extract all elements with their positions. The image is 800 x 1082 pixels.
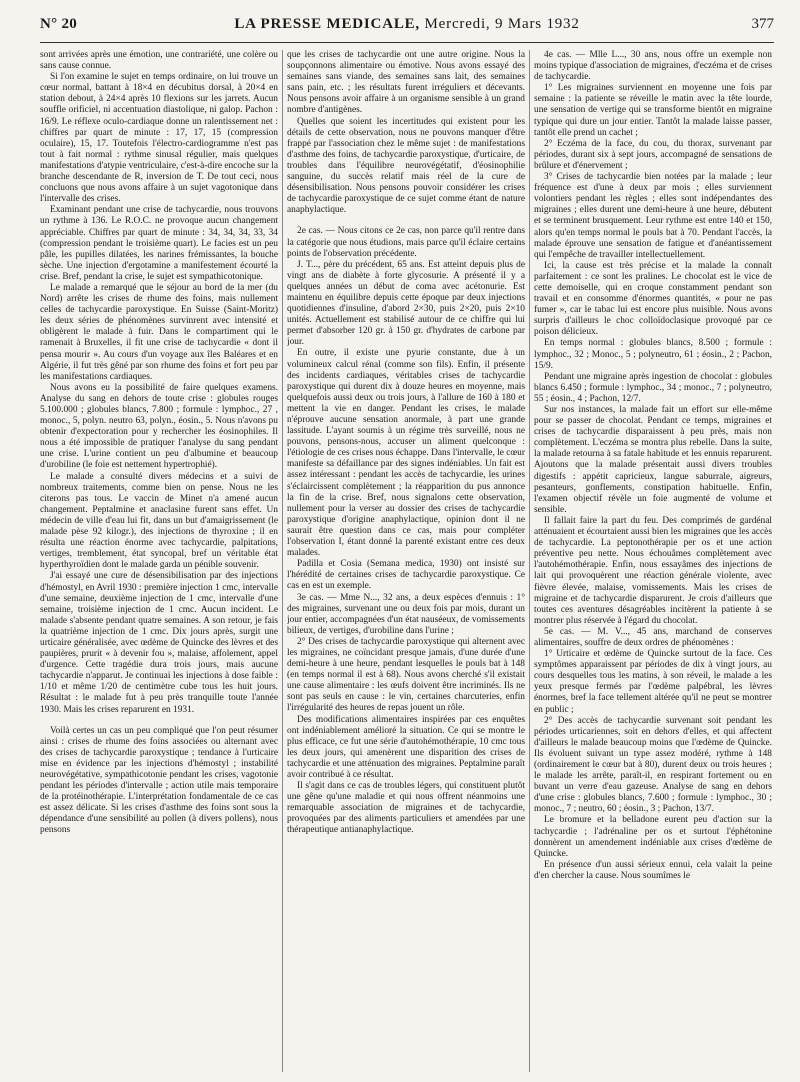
paragraph: Des modifications alimentaires inspirées par ces enquêtes ont indéniablement amélioré la situation. Ce qui se montre le plus efficace, ce fut une série d'autohémothérapie, 10 cmc tous les deux jours, qui amenèrent une disparition des crises de tachycardie et une atténuation des migraines. Peptalmine paraît avoir contribué à ce résultat.	[287, 714, 525, 780]
paragraph: Le bromure et la belladone eurent peu d'action sur la tachycardie ; l'adrénaline per os et surtout l'éphétonine donnèrent un amendement indéniable aux crises d'œdème de Quincke.	[534, 815, 772, 859]
paragraph: J. T..., père du précédent, 65 ans. Est atteint depuis plus de vingt ans de diabète à forte glycosurie. A présenté il y a quelques années un début de coma avec acétonurie. Est maintenu en équilibre depuis cette époque par deux injections quotidiennes d'insuline, d'abord 2×30, puis 2×20, puis 2×10 unités. Actuellement est stabilisé autour de ce chiffre qui lui permet d'absorber 120 gr. à 150 gr. d'hydrates de carbone par jour.	[287, 259, 525, 348]
paragraph: 2e cas. — Nous citons ce 2e cas, non parce qu'il rentre dans la catégorie que nous étudions, mais parce qu'il éclaire certains points de l'observation précédente.	[287, 226, 525, 259]
paragraph: 2° Des crises de tachycardie paroxystique qui alternent avec les migraines, ne coïncidant presque jamais, d'une durée d'une demi-heure à une heure, pendant lesquelles le pouls bat à 148 (en temps normal il est à 68). Nous avons cherché s'il existait une cause alimentaire : les œufs doivent être incriminés. Ils ne sont pas seuls en cause : le vin, certaines charcuteries, enfin l'irrégularité des heures de repas jouent un rôle.	[287, 636, 525, 714]
paragraph: En présence d'un aussi sérieux ennui, cela valait la peine d'en chercher la cause. Nous soumîmes le	[534, 859, 772, 881]
paragraph: Il fallait faire la part du feu. Des comprimés de gardénal atténuaient et écourtaient aussi bien les migraines que les accès de tachycardie. La peptonothérapie per os et une action préventive peu nette. Nous échouâmes complètement avec l'autohémothérapie. Enfin, nous essayâmes des injections de lait qui provoquèrent une réaction générale violente, avec fièvre élevée, malaise, vomissements. Mais les crises de migraine et de tachycardie disparurent. Je crois d'ailleurs que toutes ces aventures désagréables incitèrent la patiente à se montrer plus réservée à l'égard du chocolat.	[534, 515, 772, 626]
column-divider	[282, 50, 283, 1072]
text-column-3	[534, 50, 772, 1072]
paragraph: 3° Crises de tachycardie bien notées par la malade ; leur fréquence est d'une à deux par mois ; elles surviennent volontiers pendant les règles ; elles sont indépendantes des migraines ; elles durent une demi-heure à une heure, débutent et se terminent brusquement. Leur rythme est entre 140 et 150, alors qu'en temps normal le pouls bat à 70. Pendant l'accès, la malade éprouve une sensation de fatigue et d'anéantissement qui l'empêche de travailler intellectuellement.	[534, 172, 772, 260]
paragraph: Si l'on examine le sujet en temps ordinaire, on lui trouve un cœur normal, battant à 18×4 en décubitus dorsal, à 20×4 en station debout, à 24×4 après 10 flexions sur les jarrets. Aucun souffle orificiel, ni accentuation diastolique, ni galop. Pachon : 16/9. Le réflexe oculo-cardiaque donne un ralentissement net : chiffres par quart de minute : 17, 17, 15 (compression oculaire), 15, 17. Toutefois l'électro-cardiogramme n'est pas tout à fait normal : rythme sinusal régulier, mais quelques manifestations d'atypie ventriculaire, c'est-à-dire encoche sur la branche descendante de R, inversion de T. De tout ceci, nous concluons que nous avons affaire à un sujet vagotonique dans l'intervalle des crises.	[40, 72, 278, 205]
issue-date: Mercredi, 9 Mars 1932	[420, 16, 580, 32]
paragraph: sont arrivées après une émotion, une contrariété, une colère ou sans cause connue.	[40, 50, 278, 72]
paragraph: 1° Urticaire et œdème de Quincke surtout de la face. Ces symptômes apparaissent par périodes de dix à vingt jours, au cours desquelles tous les matins, à son réveil, le malade a les yeux presque fermés par l'œdème palpébral, les lèvres énormes, bref la face tellement altérée qu'il ne peut se montrer en public ;	[534, 649, 772, 715]
paragraph: Pendant une migraine après ingestion de chocolat : globules blancs 6.450 ; formule : lymphoc., 34 ; monoc., 7 ; polyneutro, 55 ; éosin., 4 ; Pachon, 12/7.	[534, 371, 772, 404]
paragraph: 3e cas. — Mme N..., 32 ans, a deux espèces d'ennuis : 1° des migraines, survenant une ou deux fois par mois, durant un jour entier, accompagnées d'un état nauséeux, de vomissements bilieux, de vertiges, d'urobiline dans l'urine ;	[287, 592, 525, 636]
column-divider	[529, 50, 530, 1072]
paragraph: Padilla et Cosia (Semana medica, 1930) ont insisté sur l'hérédité de certaines crises de tachycardie paroxystique. Ce cas en est un exemple.	[287, 559, 525, 592]
journal-title: LA PRESSE MEDICALE,	[234, 16, 420, 32]
paragraph: Examinant pendant une crise de tachycardie, nous trouvons un rythme à 136. Le R.O.C. ne provoque aucun changement appréciable. Chiffres par quart de minute : 34, 34, 34, 33, 34 (compression pendant le troisième quart). Le facies est un peu pâle, les pupilles dilatées, les narines frémissantes, la bouche sèche. Une injection d'ergotamine a manifestement écourté la crise. Bref, pendant la crise, le sujet est sympathicotonique.	[40, 205, 278, 282]
paragraph: J'ai essayé une cure de désensibilisation par des injections d'hémostyl, en Avril 1930 : première injection 1 cmc, intervalle d'une semaine, deuxième injection de 1 cmc, intervalle d'une semaine, troisième injection de 1 cmc. Aucun incident. Le malade s'absente pendant quatre semaines. A son retour, je fais la quatrième injection de 1 cmc. Dix jours après, surgit une urticaire généralisée, avec œdème de Quincke des lèvres et des paupières, prurit « à devenir fou », malaise, affolement, appel d'urgence. Cette tragédie dura trois jours, mais aucune tachycardie n'apparut. Je continuai les injections à dose faible : 1/10 et même 1/20 de centimètre cube tous les huit jours. Résultat : le malade fut à peu près tranquille toute l'année 1930. Mais les crises reparurent en 1931.	[40, 571, 278, 715]
paragraph: Sur nos instances, la malade fait un effort sur elle-même pour se passer de chocolat. Pendant ce temps, migraines et crises de tachycardie disparaissent à peu près, mais non complètement. L'eczéma se montra plus rebelle. Dans la suite, la malade retourna à sa fatale habitude et les ennuis reparurent. Ajoutons que la malade présentait aussi divers troubles digestifs : appétit capricieux, langue saburrale, aigreurs, pesanteurs, gonflements, constipation habituelle. Enfin, l'examen objectif révèle un foie augmenté de volume et sensible.	[534, 405, 772, 515]
paragraph-gap	[40, 716, 278, 726]
paragraph: 5e cas. — M. V..., 45 ans, marchand de conserves alimentaires, souffre de deux ordres de phénomènes :	[534, 626, 772, 648]
paragraph: Nous avons eu la possibilité de faire quelques examens. Analyse du sang en dehors de toute crise : globules rouges 5.100.000 ; globules blancs, 7.800 ; formule : lymphoc., 27 , monoc., 5, polyn. neutro 63, polyn., éosin., 5. Nous n'avons pu obtenir d'expectoration pour y rechercher les éosinophiles. Il nous a été impossible de pratiquer l'analyse du sang pendant une crise. L'urine contient un peu d'albumine et beaucoup d'urobiline (le foie est nettement hypertrophié).	[40, 382, 278, 471]
text-column-2	[287, 50, 525, 1072]
paragraph-gap	[287, 216, 525, 226]
paragraph: 2° Eczéma de la face, du cou, du thorax, survenant par périodes, durant six à sept jours, accompagné de sensations de brûlure et d'énervement ;	[534, 138, 772, 171]
paragraph: Ici, la cause est très précise et la malade la connaît parfaitement : ce sont les pralines. Le chocolat est le vice de cette demoiselle, qui en croque constamment pendant son travail et en consomme d'énormes quantités, « pour ne pas fumer », car le tabac lui est encore plus nuisible. Nous avons surpris d'ailleurs le choc colloïdoclasique provoqué par ce poison délicieux.	[534, 260, 772, 338]
paragraph: En temps normal : globules blancs, 8.500 ; formule : lymphoc., 32 ; Monoc., 5 ; polyneutro, 61 ; éosin., 2 ; Pachon, 15/9.	[534, 338, 772, 371]
text-column-1	[40, 50, 278, 1072]
page-number: 377	[751, 16, 774, 32]
paragraph: Le malade a consulté divers médecins et a suivi de nombreux traitements, comme bien on pense. Nous ne les citerons pas tous. Le vaccin de Minet n'a amené aucun changement. Peptalmine et anaclasine furent sans effet. Un médecin de ville d'eau lui fit, dans un but d'amaigrissement (le malade pèse 92 kilogr.), des injections de thyroxine ; il en résulta une réaction énorme avec tachycardie, palpitations, vertiges, tremblement, état syncopal, bref un véritable état hyperthyroïdien dont le malade garda un pénible souvenir.	[40, 471, 278, 571]
issue-number: N° 20	[40, 16, 78, 32]
page-header	[40, 14, 774, 40]
paragraph: Il s'agit dans ce cas de troubles légers, qui constituent plutôt une gêne qu'une maladie et qui nous offrent néanmoins une remarquable association de migraines et de tachycardie, provoquées par des aliments particuliers et amendées par une thérapeutique antianaphylactique.	[287, 781, 525, 836]
paragraph: que les crises de tachycardie ont une autre origine. Nous la soupçonnons alimentaire ou émotive. Nous avons essayé des semaines sans viande, des semaines sans lait, des semaines sans pain, etc. ; les résultats furent irréguliers et décevants. Nous pensons avoir affaire à un organisme sensible à un grand nombre d'antigènes.	[287, 50, 525, 116]
paragraph: Le malade a remarqué que le séjour au bord de la mer (du Nord) arrête les crises de rhume des foins, mais nullement celles de tachycardie paroxystique. En Suisse (Saint-Moritz) les deux séries de phénomènes survinrent avec intensité et obligèrent le malade à fuir. Dans le compartiment qui le ramenait à Bruxelles, il fit une crise de tachycardie « dont il pensa mourir ». Au cours d'un voyage aux îles Baléares et en Algérie, il fut très gêné par son rhume des foins et fort peu par les manifestations cardiaques.	[40, 282, 278, 382]
header-rule	[40, 42, 774, 43]
journal-title-line	[40, 16, 774, 33]
paragraph: 1° Les migraines surviennent en moyenne une fois par semaine : la patiente se réveille le matin avec la tête lourde, une sensation de vertige qui se transforme bientôt en migraine typique qui dure un jour entier. Tantôt la malade laisse passer, tantôt elle prend un cachet ;	[534, 83, 772, 138]
paragraph: 4e cas. — Mlle L..., 30 ans, nous offre un exemple non moins typique d'association de migraines, d'eczéma et de crises de tachycardie.	[534, 50, 772, 83]
paragraph: Voilà certes un cas un peu compliqué que l'on peut résumer ainsi : crises de rhume des foins associées ou alternant avec des crises de tachycardie paroxystique ; tendance à l'urticaire mise en évidence par les injections d'hémostyl ; instabilité neurovégétative, sympathicotonie pendant les crises, vagotonie pendant les périodes d'intervalle ; action utile mais temporaire de la protéinothérapie. L'interprétation fondamentale de ce cas est assez délicate. Si les crises d'asthme des foins sont sous la dépendance d'une sensibilité au pollen (à divers pollens), nous pensons	[40, 725, 278, 836]
paragraph: En outre, il existe une pyurie constante, due à un volumineux calcul rénal (comme son fils). Enfin, il présente des incidents cardiaques, véritables crises de tachycardie paroxystique qui durent dix à douze heures en moyenne, mais quelquefois aussi deux ou trois jours, à l'allure de 160 à 180 et mettent la vie en danger. Pendant les crises, le malade n'éprouve aucune sensation anormale, à part une grande lassitude. L'ayant soumis à un régime très surveillé, nous ne pouvons, pensons-nous, accuser un aliment quelconque : l'étiologie de ces crises nous échappe. Dans l'intervalle, le cœur manifeste sa défaillance par des signes indéniables. Un fait est assez intéressant : pendant les accès de tachycardie, les urines s'éclaircissent complètement ; la réapparition du pus annonce la fin de la crise. Bref, nous signalons cette observation, nullement pour la verser au dossier des crises de tachycardie paroxystique d'origine anaphylactique, opinion dont il ne saurait être question dans ce cas, mais pour compléter l'observation I, étant donné la parenté existant entre ces deux malades.	[287, 348, 525, 559]
paragraph: Quelles que soient les incertitudes qui existent pour les détails de cette observation, nous ne pouvons manquer d'être frappé par l'association chez le même sujet : de manifestations d'asthme des foins, de tachycardie paroxystique, d'urticaire, de troubles dans l'équilibre neurovégétatif, d'éosinophilie sanguine, du succès relatif mais réel de la cure de désensibilisation. Nous pensons pouvoir considérer les crises de tachycardie paroxystique de ce sujet comme étant de nature anaphylactique.	[287, 116, 525, 216]
paragraph: 2° Des accès de tachycardie survenant soit pendant les périodes urticariennes, soit en dehors d'elles, et qui affectent d'ailleurs le malade beaucoup moins que l'œdème de Quincke. Ils évoluent suivant un type assez modéré, rythme à 148 (ordinairement le cœur bat à 80), durent deux ou trois heures ; le malade les arrête, paraît-il, en respirant fortement ou en buvant un verre d'eau gazeuse. Analyse de sang en dehors d'une crise : globules blancs, 7.600 ; formule : lymphoc., 30 ; monoc., 7 ; neutro, 60 ; éosin., 3 ; Pachon, 13/7.	[534, 715, 772, 815]
